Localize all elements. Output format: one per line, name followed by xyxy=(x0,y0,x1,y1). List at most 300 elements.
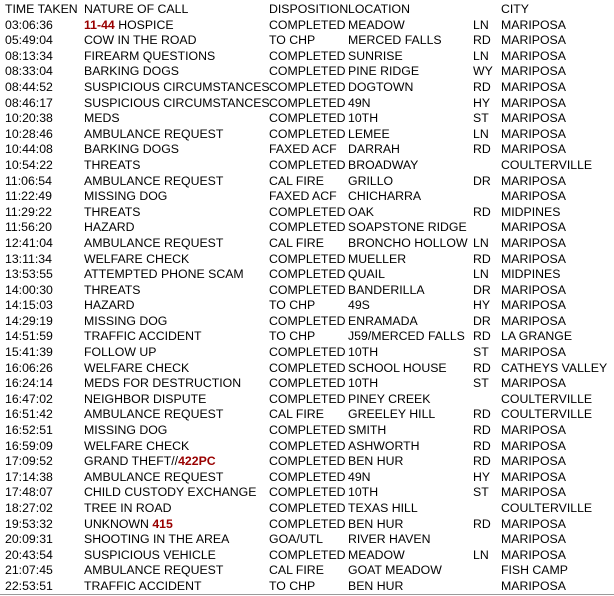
row-street-suffix: HY xyxy=(473,469,491,484)
row-street-suffix xyxy=(473,579,501,595)
row-time: 16:59:09 xyxy=(5,438,53,453)
row-nature xyxy=(84,96,269,112)
row-time: 03:06:36 xyxy=(5,17,53,32)
table-row xyxy=(0,80,614,96)
table-row xyxy=(0,142,614,158)
row-nature xyxy=(84,470,269,486)
row-disposition: COMPLETED xyxy=(269,516,346,531)
row-nature xyxy=(84,252,269,268)
nature-text: WELFARE CHECK xyxy=(84,251,190,266)
row-city: MARIPOSA xyxy=(501,33,566,48)
table-row xyxy=(0,345,614,361)
row-city: MARIPOSA xyxy=(501,111,566,126)
row-street-suffix: RD xyxy=(473,329,491,344)
row-location: SUNRISE xyxy=(348,48,403,63)
table-row xyxy=(0,563,614,579)
row-nature xyxy=(84,236,269,252)
row-disposition: TO CHP xyxy=(269,33,316,48)
nature-text: ATTEMPTED PHONE SCAM xyxy=(84,267,244,282)
row-time: 10:20:38 xyxy=(5,111,53,126)
row-disposition: TO CHP xyxy=(269,578,316,593)
row-street-suffix xyxy=(473,158,501,174)
row-city: MARIPOSA xyxy=(501,423,566,438)
row-street-suffix: DR xyxy=(473,313,491,328)
table-row xyxy=(0,158,614,174)
nature-text: AMBULANCE REQUEST xyxy=(84,469,224,484)
row-nature xyxy=(84,127,269,143)
nature-text: THREATS xyxy=(84,282,141,297)
row-street-suffix: RD xyxy=(473,360,491,375)
row-street-suffix: RD xyxy=(473,516,491,531)
row-city: MARIPOSA xyxy=(501,282,566,297)
row-location: LEMEE xyxy=(348,126,390,141)
row-location: RIVER HAVEN xyxy=(348,532,431,547)
row-nature xyxy=(84,18,269,34)
penal-code: 422PC xyxy=(178,454,216,469)
row-city: MARIPOSA xyxy=(501,95,566,110)
row-disposition: COMPLETED xyxy=(269,204,346,219)
row-city: COULTERVILLE xyxy=(501,407,593,422)
row-street-suffix: WY xyxy=(473,64,493,79)
row-time: 22:53:51 xyxy=(5,578,53,593)
nature-text: SUSPICIOUS CIRCUMSTANCES xyxy=(84,95,270,110)
table-row xyxy=(0,236,614,252)
row-city: MARIPOSA xyxy=(501,313,566,328)
row-street-suffix: RD xyxy=(473,438,491,453)
table-row xyxy=(0,49,614,65)
bottom-divider xyxy=(0,594,614,595)
row-disposition: COMPLETED xyxy=(269,64,346,79)
nature-text: AMBULANCE REQUEST xyxy=(84,173,224,188)
header-disposition: DISPOSITION xyxy=(269,2,349,16)
table-row xyxy=(0,127,614,143)
row-location: BROADWAY xyxy=(348,157,419,172)
nature-text: CHILD CUSTODY EXCHANGE xyxy=(84,485,257,500)
row-city: MARIPOSA xyxy=(501,454,566,469)
row-street-suffix: RD xyxy=(473,407,491,422)
nature-text: MEDS xyxy=(84,111,120,126)
table-row xyxy=(0,392,614,408)
row-disposition: COMPLETED xyxy=(269,376,346,391)
row-street-suffix: RD xyxy=(473,251,491,266)
row-disposition: GOA/UTL xyxy=(269,532,323,547)
row-location: OAK xyxy=(348,204,374,219)
row-location: DARRAH xyxy=(348,142,400,157)
row-nature xyxy=(84,439,269,455)
row-nature xyxy=(84,485,269,501)
table-row xyxy=(0,517,614,533)
row-city: MARIPOSA xyxy=(501,345,566,360)
row-city: MARIPOSA xyxy=(501,516,566,531)
header-city: CITY xyxy=(501,2,530,16)
nature-text: SUSPICIOUS CIRCUMSTANCES xyxy=(84,79,270,94)
row-time: 15:41:39 xyxy=(5,345,53,360)
nature-text: MEDS FOR DESTRUCTION xyxy=(84,376,242,391)
row-street-suffix: LN xyxy=(473,48,489,63)
row-disposition: COMPLETED xyxy=(269,48,346,63)
nature-text: UNKNOWN xyxy=(84,516,153,531)
row-nature xyxy=(84,142,269,158)
row-location: 10TH xyxy=(348,345,379,360)
row-disposition: COMPLETED xyxy=(269,220,346,235)
row-location: BANDERILLA xyxy=(348,282,425,297)
row-street-suffix xyxy=(473,501,501,517)
row-nature xyxy=(84,345,269,361)
table-row xyxy=(0,407,614,423)
row-street-suffix xyxy=(473,563,501,579)
row-city: MARIPOSA xyxy=(501,578,566,593)
table-row xyxy=(0,501,614,517)
row-city: MARIPOSA xyxy=(501,79,566,94)
row-location: PINEY CREEK xyxy=(348,391,431,406)
row-disposition: COMPLETED xyxy=(269,360,346,375)
row-disposition: COMPLETED xyxy=(269,345,346,360)
row-location: 10TH xyxy=(348,376,379,391)
table-row xyxy=(0,298,614,314)
row-location: BRONCHO HOLLOW xyxy=(348,235,468,250)
table-row xyxy=(0,454,614,470)
row-time: 13:11:34 xyxy=(5,251,52,266)
row-location: CHICHARRA xyxy=(348,189,422,204)
table-row xyxy=(0,283,614,299)
row-disposition: FAXED ACF xyxy=(269,142,337,157)
row-time: 16:06:26 xyxy=(5,360,53,375)
row-time: 10:54:22 xyxy=(5,157,53,172)
row-nature xyxy=(84,158,269,174)
nature-text: AMBULANCE REQUEST xyxy=(84,563,224,578)
row-location: 10TH xyxy=(348,111,379,126)
nature-text: HAZARD xyxy=(84,298,135,313)
row-city: MARIPOSA xyxy=(501,48,566,63)
header-suffix xyxy=(473,2,501,18)
row-street-suffix: ST xyxy=(473,376,489,391)
row-disposition: COMPLETED xyxy=(269,111,346,126)
table-row xyxy=(0,96,614,112)
row-location: 49N xyxy=(348,469,371,484)
row-disposition: COMPLETED xyxy=(269,267,346,282)
row-nature xyxy=(84,64,269,80)
row-disposition: COMPLETED xyxy=(269,95,346,110)
row-nature xyxy=(84,392,269,408)
table-row xyxy=(0,111,614,127)
row-nature xyxy=(84,501,269,517)
row-time: 20:43:54 xyxy=(5,547,53,562)
row-street-suffix: LN xyxy=(473,235,489,250)
nature-text: WELFARE CHECK xyxy=(84,360,190,375)
nature-text: NEIGHBOR DISPUTE xyxy=(84,391,207,406)
row-street-suffix: RD xyxy=(473,454,491,469)
row-disposition: CAL FIRE xyxy=(269,173,324,188)
nature-text: AMBULANCE REQUEST xyxy=(84,235,224,250)
row-street-suffix: ST xyxy=(473,485,489,500)
nature-text: FOLLOW UP xyxy=(84,345,157,360)
row-city: MARIPOSA xyxy=(501,547,566,562)
row-street-suffix: RD xyxy=(473,33,491,48)
row-location: SCHOOL HOUSE xyxy=(348,360,447,375)
row-city: MARIPOSA xyxy=(501,532,566,547)
row-disposition: COMPLETED xyxy=(269,17,346,32)
row-nature xyxy=(84,563,269,579)
row-location: SOAPSTONE RIDGE xyxy=(348,220,467,235)
row-location: GOAT MEADOW xyxy=(348,563,442,578)
nature-text: TRAFFIC ACCIDENT xyxy=(84,578,202,593)
row-street-suffix: RD xyxy=(473,79,491,94)
nature-text: MISSING DOG xyxy=(84,313,168,328)
row-location: TEXAS HILL xyxy=(348,501,418,515)
row-city: MIDPINES xyxy=(501,204,561,219)
table-row xyxy=(0,189,614,205)
table-row xyxy=(0,532,614,548)
row-nature xyxy=(84,532,269,548)
row-disposition: FAXED ACF xyxy=(269,189,337,204)
nature-text: AMBULANCE REQUEST xyxy=(84,126,224,141)
nature-text: WELFARE CHECK xyxy=(84,438,190,453)
row-city: MARIPOSA xyxy=(501,142,566,157)
table-row xyxy=(0,267,614,283)
row-nature xyxy=(84,174,269,190)
row-nature xyxy=(84,376,269,392)
row-time: 05:49:04 xyxy=(5,33,53,48)
nature-text: THREATS xyxy=(84,204,141,219)
row-time: 14:29:19 xyxy=(5,313,53,328)
row-disposition: COMPLETED xyxy=(269,423,346,438)
nature-text: GRAND THEFT// xyxy=(84,454,179,469)
row-nature xyxy=(84,189,269,205)
row-time: 08:13:34 xyxy=(5,48,53,63)
row-time: 10:44:08 xyxy=(5,142,53,157)
table-row xyxy=(0,423,614,439)
nature-text: FIREARM QUESTIONS xyxy=(84,48,216,63)
row-city: MARIPOSA xyxy=(501,469,566,484)
row-location: BEN HUR xyxy=(348,578,404,593)
row-street-suffix: DR xyxy=(473,282,491,297)
row-location: BEN HUR xyxy=(348,516,404,531)
row-city: FISH CAMP xyxy=(501,563,568,578)
row-time: 21:07:45 xyxy=(5,563,53,578)
row-street-suffix xyxy=(473,189,501,205)
row-city: COULTERVILLE xyxy=(501,501,593,515)
row-disposition: COMPLETED xyxy=(269,282,346,297)
row-disposition: TO CHP xyxy=(269,329,316,344)
row-location: QUAIL xyxy=(348,267,385,282)
row-time: 14:15:03 xyxy=(5,298,53,313)
row-time: 08:44:52 xyxy=(5,79,53,94)
row-location: 10TH xyxy=(348,485,379,500)
nature-text: SUSPICIOUS VEHICLE xyxy=(84,547,216,562)
row-nature xyxy=(84,80,269,96)
row-nature xyxy=(84,220,269,236)
row-disposition: COMPLETED xyxy=(269,126,346,141)
table-row xyxy=(0,470,614,486)
table-row xyxy=(0,220,614,236)
row-disposition: COMPLETED xyxy=(269,469,346,484)
row-street-suffix: HY xyxy=(473,95,491,110)
row-disposition: COMPLETED xyxy=(269,485,346,500)
nature-text: THREATS xyxy=(84,157,141,172)
row-street-suffix: LN xyxy=(473,126,489,141)
row-city: MARIPOSA xyxy=(501,126,566,141)
row-disposition: CAL FIRE xyxy=(269,563,324,578)
table-row xyxy=(0,361,614,377)
call-log-rows xyxy=(0,18,614,595)
row-time: 12:41:04 xyxy=(5,235,53,250)
row-location: MEADOW xyxy=(348,17,405,32)
row-nature xyxy=(84,267,269,283)
row-street-suffix: ST xyxy=(473,111,489,126)
table-row xyxy=(0,314,614,330)
row-city: MARIPOSA xyxy=(501,189,566,204)
row-disposition: COMPLETED xyxy=(269,157,346,172)
row-street-suffix: LN xyxy=(473,547,489,562)
table-row xyxy=(0,18,614,34)
row-time: 19:53:32 xyxy=(5,516,53,531)
nature-text: HAZARD xyxy=(84,220,135,235)
row-time: 20:09:31 xyxy=(5,532,53,547)
row-street-suffix: ST xyxy=(473,345,489,360)
row-street-suffix xyxy=(473,532,501,548)
row-nature xyxy=(84,111,269,127)
row-nature xyxy=(84,423,269,439)
nature-text: TREE IN ROAD xyxy=(84,501,172,515)
row-nature xyxy=(84,329,269,345)
row-city: LA GRANGE xyxy=(501,329,573,344)
row-location: MERCED FALLS xyxy=(348,33,442,48)
row-street-suffix: HY xyxy=(473,298,491,313)
header-nature: NATURE OF CALL xyxy=(84,2,189,16)
table-row xyxy=(0,439,614,455)
row-city: COULTERVILLE xyxy=(501,391,593,406)
row-disposition: COMPLETED xyxy=(269,438,346,453)
row-street-suffix: RD xyxy=(473,423,491,438)
nature-text: TRAFFIC ACCIDENT xyxy=(84,329,202,344)
row-disposition: COMPLETED xyxy=(269,501,346,515)
table-row xyxy=(0,548,614,564)
row-city: MARIPOSA xyxy=(501,251,566,266)
row-time: 10:28:46 xyxy=(5,126,53,141)
row-location: 49N xyxy=(348,95,371,110)
row-location: ENRAMADA xyxy=(348,313,418,328)
table-row xyxy=(0,33,614,49)
row-nature xyxy=(84,454,269,470)
nature-text: SHOOTING IN THE AREA xyxy=(84,532,230,547)
row-time: 11:29:22 xyxy=(5,204,52,219)
row-time: 16:52:51 xyxy=(5,423,53,438)
penal-code: 415 xyxy=(152,516,173,531)
row-street-suffix xyxy=(473,220,501,236)
row-time: 16:24:14 xyxy=(5,376,53,391)
row-time: 16:47:02 xyxy=(5,391,53,406)
row-time: 17:14:38 xyxy=(5,469,53,484)
nature-text: MISSING DOG xyxy=(84,189,168,204)
row-street-suffix: DR xyxy=(473,173,491,188)
row-location: J59/MERCED FALLS xyxy=(348,329,465,344)
row-city: MARIPOSA xyxy=(501,298,566,313)
row-city: MARIPOSA xyxy=(501,220,566,235)
row-city: MARIPOSA xyxy=(501,173,566,188)
row-street-suffix: RD xyxy=(473,142,491,157)
row-time: 11:06:54 xyxy=(5,173,52,188)
row-city: MARIPOSA xyxy=(501,64,566,79)
row-time: 18:27:02 xyxy=(5,501,53,515)
header-location: LOCATION xyxy=(348,2,410,16)
row-nature xyxy=(84,314,269,330)
row-nature xyxy=(84,49,269,65)
row-location: MEADOW xyxy=(348,547,405,562)
row-location: MUELLER xyxy=(348,251,407,266)
row-disposition: CAL FIRE xyxy=(269,235,324,250)
row-nature xyxy=(84,298,269,314)
row-nature xyxy=(84,33,269,49)
row-street-suffix: RD xyxy=(473,204,491,219)
nature-text: AMBULANCE REQUEST xyxy=(84,407,224,422)
row-disposition: COMPLETED xyxy=(269,547,346,562)
row-time: 08:46:17 xyxy=(5,95,53,110)
header-time: TIME TAKEN xyxy=(5,2,78,16)
row-location: GRILLO xyxy=(348,173,394,188)
row-time: 13:53:55 xyxy=(5,267,53,282)
row-street-suffix: LN xyxy=(473,17,489,32)
row-nature xyxy=(84,361,269,377)
row-location: GREELEY HILL xyxy=(348,407,436,422)
table-row xyxy=(0,329,614,345)
row-nature xyxy=(84,517,269,533)
row-city: MIDPINES xyxy=(501,267,561,282)
row-time: 14:00:30 xyxy=(5,282,53,297)
row-city: COULTERVILLE xyxy=(501,157,593,172)
row-disposition: TO CHP xyxy=(269,298,316,313)
row-location: DOGTOWN xyxy=(348,79,414,94)
row-location: SMITH xyxy=(348,423,387,438)
row-location: PINE RIDGE xyxy=(348,64,420,79)
nature-text-after: HOSPICE xyxy=(114,17,174,32)
row-city: MARIPOSA xyxy=(501,17,566,32)
row-nature xyxy=(84,283,269,299)
row-city: MARIPOSA xyxy=(501,438,566,453)
table-row xyxy=(0,205,614,221)
row-location: 49S xyxy=(348,298,370,313)
row-time: 11:56:20 xyxy=(5,220,52,235)
nature-text: BARKING DOGS xyxy=(84,142,179,157)
row-nature xyxy=(84,407,269,423)
row-street-suffix: LN xyxy=(473,267,489,282)
row-nature xyxy=(84,548,269,564)
row-location: BEN HUR xyxy=(348,454,404,469)
row-city: MARIPOSA xyxy=(501,485,566,500)
nature-text: COW IN THE ROAD xyxy=(84,33,197,48)
header-row xyxy=(0,2,614,18)
row-disposition: COMPLETED xyxy=(269,79,346,94)
row-time: 08:33:04 xyxy=(5,64,53,79)
table-row xyxy=(0,252,614,268)
row-street-suffix xyxy=(473,392,501,408)
table-row xyxy=(0,376,614,392)
row-disposition: COMPLETED xyxy=(269,313,346,328)
row-location: ASHWORTH xyxy=(348,438,420,453)
table-row xyxy=(0,64,614,80)
nature-text: MISSING DOG xyxy=(84,423,168,438)
row-nature xyxy=(84,205,269,221)
row-city: MARIPOSA xyxy=(501,235,566,250)
table-row xyxy=(0,579,614,595)
row-disposition: COMPLETED xyxy=(269,454,346,469)
row-disposition: COMPLETED xyxy=(269,251,346,266)
table-row xyxy=(0,174,614,190)
row-time: 14:51:59 xyxy=(5,329,53,344)
row-nature xyxy=(84,579,269,595)
row-time: 17:48:07 xyxy=(5,485,53,500)
row-time: 17:09:52 xyxy=(5,454,53,469)
row-city: MARIPOSA xyxy=(501,376,566,391)
